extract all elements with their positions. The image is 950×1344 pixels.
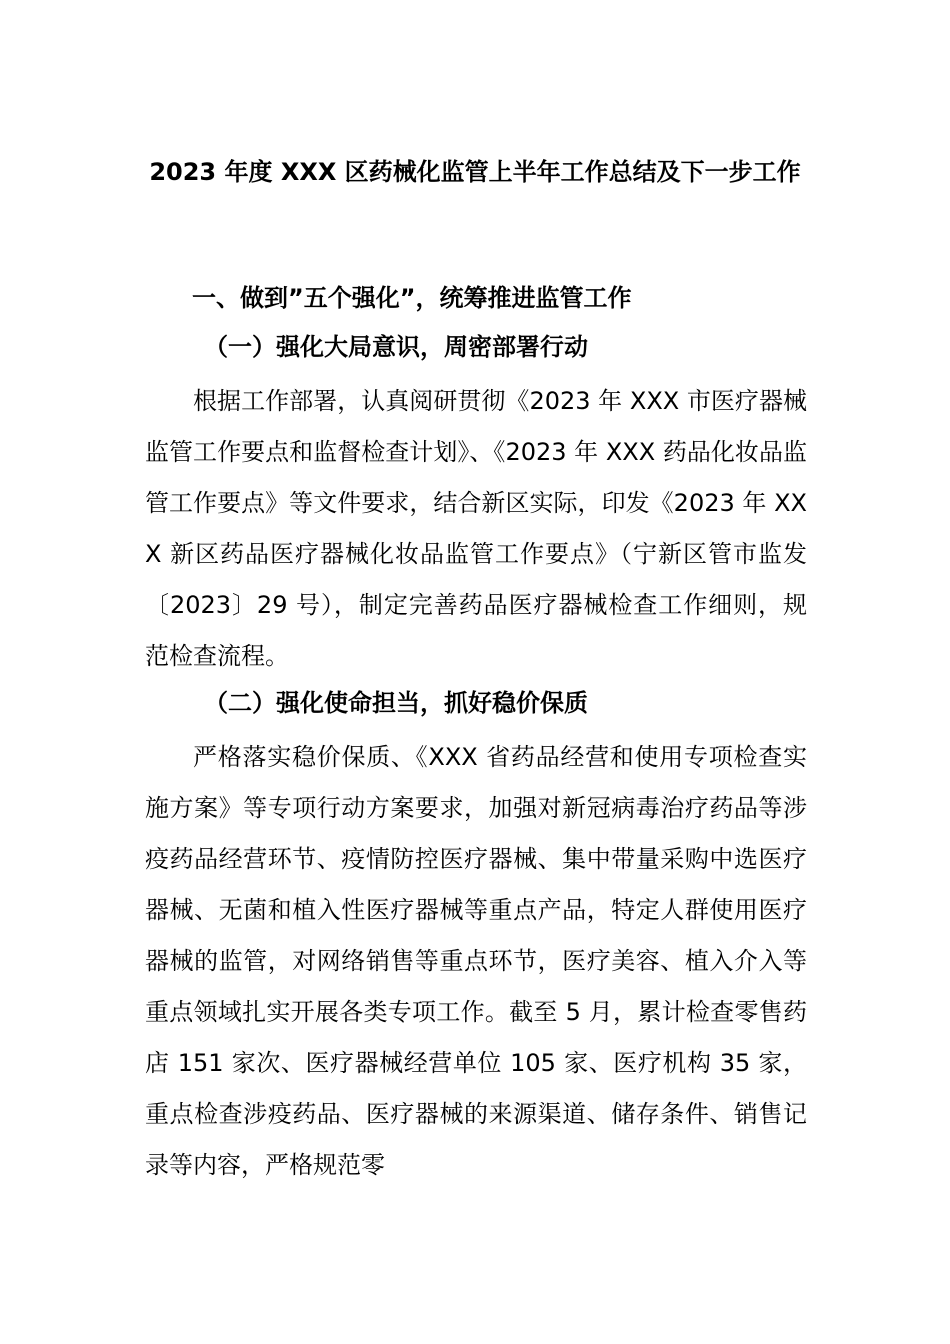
paragraph-2: 严格落实稳价保质、《XXX 省药品经营和使用专项检查实施方案》等专项行动方案要求，加强对新冠病毒治疗药品等涉疫药品经营环节、疫情防控医疗器械、集中带量采购中选医疗器械、无菌和植入性医疗器械等重点产品，特定人群使用医疗器械的监管，对网络销售等重点环节，医疗美容、植入介入等重点领域扎实开展各类专项工作。截至 5 月，累计检查零售药店 151 家次、医疗器械经营单位 105 家、医疗机构 35 家，重点检查涉疫药品、医疗器械的来源渠道、储存条件、销售记录等内容，严格规范零 xyxy=(145,743,807,1179)
section-heading-1: 一、做到”五个强化”，统筹推进监管工作 xyxy=(192,284,632,312)
subsection-heading-1: （一）强化大局意识，周密部署行动 xyxy=(204,333,588,361)
subsection-heading-2: （二）强化使命担当，抓好稳价保质 xyxy=(204,689,588,717)
paragraph-1: 根据工作部署，认真阅研贯彻《2023 年 XXX 市医疗器械监管工作要点和监督检查计划》、《2023 年 XXX 药品化妆品监管工作要点》等文件要求，结合新区实际，印发《2023 年 XXX 新区药品医疗器械化妆品监管工作要点》（宁新区管市监发〔2023〕29 号），制定完善药品医疗器械检查工作细则，规范检查流程。 xyxy=(145,387,807,670)
document-title: 2023 年度 XXX 区药械化监管上半年工作总结及下一步工作 xyxy=(149,158,801,186)
